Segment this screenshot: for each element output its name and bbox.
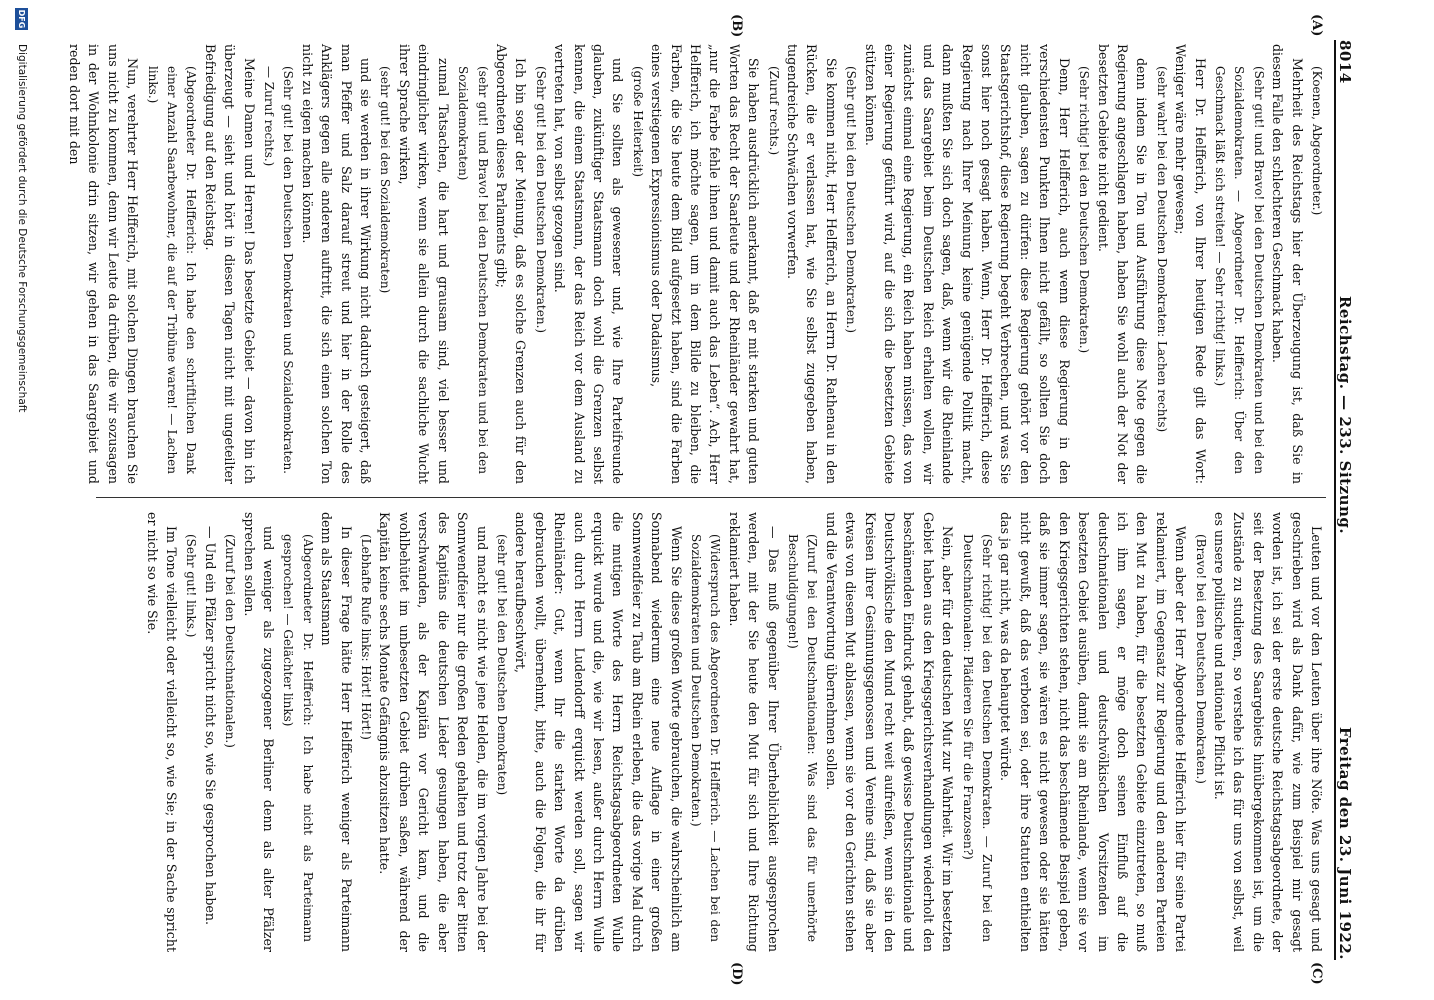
interjection: (sehr gut! und Bravo! bei den Deutschen Demokraten und bei den Sozialdemokraten) [456,66,490,474]
interjection: (sehr gut! bei den Deutschen Demokraten) [494,534,509,796]
speech-paragraph: — Das muß gegenüber Ihrer Überheblichkeit ausgesprochen werden, mit der Sie heute den Mut für sich und Ihre Richtung reklamiert haben. [726,512,781,952]
speech-paragraph: Wenn Sie diese großen Worte gebrauchen, die wahrscheinlich am Sonnabend wiederum eine neue Auflage in einer großen Sonnwendfeier zu Taub am Rhein erleben, die das vorige Mal durch die mutigen Worte des Herrn Reichstagsabgeordneten Wulle erquickt wurde und die, wie wir lesen, außer durch Herrn Wulle auch durch Herrn Ludendorff erquickt werden soll, sagen wir Rheinländer: Gut, wenn Ihr die starken Worte da drüben gebrauchen wollt, übernehmt, bitte, auch die Folgen, die ihr für andere heraufbeschwört, [513,512,684,952]
dfg-logo: DFG [17,9,27,29]
speech-paragraph: denn indem Sie in Ton und Ausführung diese Note gegen die Regierung angeschlagen haben, haben Sie wohl auch der Not der besetzten Gebiete nicht gedient. [1095,44,1150,484]
interjection: (Bravo! bei den Deutschen Demokraten.) [1193,534,1208,784]
interjection: (Sehr richtig! bei den Deutschen Demokraten. — Zuruf bei den Deutschnationalen: Plädieren Sie für die Franzosen?) [960,534,995,942]
speech-paragraph: In dieser Frage hätte Herr Helfferich weniger als Parteimann denn als Staatsmann [319,512,354,952]
speech-paragraph: zumal Tatsachen, die hart und grausam sind, viel besser und eindringlicher wirken, wenn sie allein durch die sachliche Wucht ihrer Sprache wirken, [396,44,451,484]
interjection: (sehr gut! bei den Sozialdemokraten) [378,66,393,294]
interjection: (Zuruf bei den Deutschnationalen: Was sind das für unerhörte Beschuldigungen!) [786,534,820,942]
speech-paragraph: Wenn aber der Herr Abgeordnete Helfferich hier für seine Partei reklamiert, im Gegensatz zur Regierung und den anderen Parteien den Mut zu haben, für die besetzten Gebiete einzutreten, so muß ich ihm sagen, er möge doch seinen Einfluß auf die deutschnationalen und deutschvölkischen Vorsitzenden im besetzten Gebiet ausüben, damit sie am Rheinlande, wenn sie vor den Kriegsgerichten stehen, nicht das beschämende Beispiel geben, daß sie immer sagen, sie wären es nicht gewesen oder sie hätten nicht gewußt, daß das verboten sei, oder ihre Statuten enthielten das ja gar nicht, was da behauptet würde. [998,512,1189,952]
speech-paragraph: Nein, aber für den deutschen Mut zur Wahrheit. Wir im besetzten Gebiet haben aus den Kriegsgerichtsverhandlungen wiederholt den beschämenden Eindruck gehabt, daß gewisse Deutschnationale und Deutschvölkische den Mund recht weit aufreißen, wenn sie in den Kreisen ihrer Gesinnungsgenossen und Vereine sind, daß sie aber etwas von diesem Mut ablassen, wenn sie vor den Gerichten stehen und die Verantwortung übernehmen sollen. [823,512,956,952]
right-column [96,512,1326,952]
interjection: (Sehr gut! bei den Deutschen Demokraten.) [844,66,859,334]
interjection: (Abgeordneter Dr. Helfferich: Ich habe den schriftlichen Dank einer Anzahl Saarbewohner, die auf der Tribüne waren! — Lachen links.) [145,66,199,474]
header-title: Reichstag. — 233. Sitzung. [1336,295,1354,535]
interjection: (sehr wahr! bei den Deutschen Demokraten: Lachen rechts) [1154,66,1169,433]
marker-d: (D) [729,962,744,986]
interjection: (Zuruf rechts.) [766,66,781,156]
speech-paragraph: Meine Damen und Herren! Das besetzte Gebiet — davon bin ich überzeugt — sieht und hört in diesen Tagen nicht mit ungeteilter Befriedigung auf den Reichstag. [202,44,257,484]
digitization-note: Digitalisierung gefördert durch die Deutsche Forschungsgemeinschaft [16,44,28,413]
marker-b: (B) [729,14,744,38]
speech-paragraph: — Und ein Pfälzer spricht nicht so, wie Sie gesprochen haben. [202,526,218,925]
interjection: (Zuruf bei den Deutschnationalen.) [223,534,238,748]
interjection: (Lebhafte Rufe links: Hört! Hört!) [359,534,374,740]
marker-a: (A) [1309,14,1324,37]
speech-paragraph: Denn, Herr Helfferich, auch wenn diese Regierung in den verschiedensten Punkten Ihnen nicht gefällt, so sollten Sie doch nicht glauben, sagen zu dürfen: diese Regierung gehört vor den Staatsgerichtshof, diese Regierung begeht Verbrechen, und was Sie sonst hier noch gesagt haben. Wenn, Herr Dr. Helfferich, diese Regierung nach Ihrer Meinung keine genügende Politik macht, dann mußten Sie sich doch sagen, daß, wenn wir die Rheinlande und das Saargebiet beim Deutschen Reich erhalten wollen, wir zunächst einmal eine Regierung, ein Reich haben müssen, das von einer Regierung geführt wird, auf die sich die besetzten Gebiete stützen können. [862,44,1072,484]
speech-paragraph: und sie werden in ihrer Wirkung nicht dadurch gesteigert, daß man Pfeffer und Salz darauf streut und hier in der Rolle des Anklägers gegen alle anderen auftritt, die sich einen solchen Ton nicht zu eigen machen können. [299,44,374,484]
speech-paragraph: Leuten und vor den Leuten über ihre Nöte. Was uns gesagt und geschrieben wird als Dank dafür, wie zum Beispiel mir gesagt worden ist, ich sei der erste deutsche Reichstagsabgeordnete, der seit der Besetzung des Saargebiets hinübergekommen ist, um die Zustände zu studieren, so verstehe ich das für uns von selbst, weil es unsere politische und nationale Pflicht ist. [1211,512,1324,952]
interjection: (Sehr gut! und Bravo! bei den Deutschen Demokraten und bei den Sozialdemokraten. — Abgeordneter Dr. Helfferich: Über den Geschmack läßt sich streiten! — Sehr richtig! links.) [1212,66,1266,474]
page-header [1334,40,1362,960]
speech-paragraph: Im Tone vielleicht oder vielleicht so, wie Sie; in der Sache spricht er nicht so wie Sie. [144,512,180,952]
column-divider [96,497,1326,498]
left-column [67,44,1326,484]
interjection: (Sehr richtig! bei den Deutschen Demokraten.) [1077,66,1092,354]
speech-paragraph: Herr Dr. Helfferich, von Ihrer heutigen Rede gilt das Wort: Weniger wäre mehr gewesen; [1173,44,1208,484]
speech-paragraph: Sie kommen nicht, Herr Helfferich, an Herrn Dr. Rathenau in den Rücken, die er verlassen hat, wie Sie selbst zugegeben haben, tugendreiche Schwächen vorwerfen. [785,44,839,484]
speech-paragraph: Mehrheit des Reichstags hier der Überzeugung ist, daß Sie in diesem Falle den schlechteren Geschmack haben. [1270,44,1305,484]
page-number: 8014 [1336,40,1354,84]
interjection: (Sehr gut! links.) [184,534,199,638]
interjection: (Widerspruch des Abgeordneten Dr. Helfferich. — Lachen bei den Sozialdemokraten und Deutschen Demokraten.) [689,534,723,942]
speech-paragraph: Nun, verehrter Herr Helfferich, mit solchen Dingen brauchen Sie uns nicht zu kommen, denn wir Leute da drüben, die wir sozusagen in der Wohnkolonie drin sitzen, wir gehen in das Saargebiet und reden dort mit den [67,44,141,484]
header-date: Freitag den 23. Juni 1922. [1336,726,1354,960]
speech-paragraph: und Sie sollten als gewesener und, wie Ihre Parteifreunde glauben, zukünftiger Staatsmann doch wohl die Grenzen selbst kennen, die einem Staatsmann, der das Reich vor dem Ausland zu vertreten hat, von selbst gezogen sind. [552,44,626,484]
interjection: (Sehr gut! bei den Deutschen Demokraten und Sozialdemokraten. — Zuruf rechts.) [262,66,296,474]
interjection: (Sehr gut! bei den Deutschen Demokraten.) [533,66,548,334]
marker-c: (C) [1309,962,1324,985]
speech-paragraph: Ich bin sogar der Meinung, daß es solche Grenzen auch für den Abgeordneten dieses Parlaments gibt; [493,44,529,484]
interjection: (große Heiterkeit) [630,66,645,178]
speech-paragraph: Sie haben ausdrücklich anerkannt, daß er mit starken und guten Worten das Recht der Saarleute und der Rheinländer gewahrt hat, „nur die Farbe fehle ihnen und damit auch das Leben“. Ach, Herr Helfferich, ich möchte sagen, um in dem Bilde zu bleiben, die Farben, die Sie heute dem Bild aufgesetzt haben, sind die Farben eines verstiegenen Expressionismus oder Dadaismus, [649,44,762,484]
speech-paragraph: und weniger als zugezogener Berliner denn als alter Pfälzer sprechen sollen. [241,512,277,952]
page-footer [10,0,34,1000]
interjection: (Abgeordneter Dr. Helfferich: Ich habe nicht als Parteimann gesprochen! — Gelächter links) [281,534,315,942]
interjection: (Koenen, Abgeordneter.) [1310,66,1324,216]
speech-paragraph: und macht es nicht wie jene Helden, die im vorigen Jahre bei der Sonnwendfeier nur die großen Reden gehalten und trotz der Bitten des Kapitäns die deutschen Lieder gesungen haben, die aber verschwanden, als der Kapitän vor Gericht kam, und die wohlbehütet im unbesetzten Gebiet drüben saßen, während der Kapitän keine sechs Monate Gefängnis abzusitzen hatte. [377,512,490,952]
